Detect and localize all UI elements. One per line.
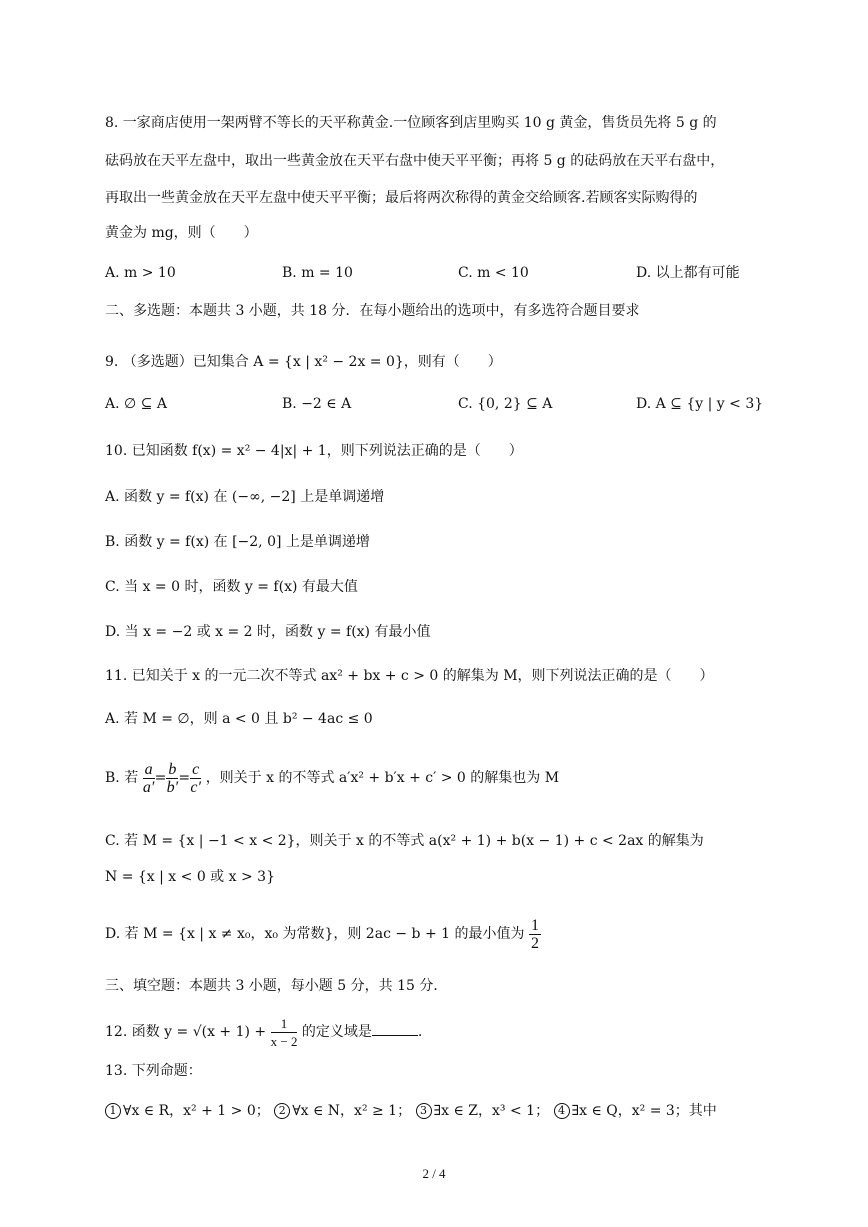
q11-stem: 11. 已知关于 x 的一元二次不等式 ax² + bx + c > 0 的解集为 M，则下列说法正确的是（ ） [105,668,714,684]
section-2-heading: 二、多选题：本题共 3 小题，共 18 分．在每小题给出的选项中，有多选符合题目要求 [105,303,640,319]
q10-stem: 10. 已知函数 f(x) = x² − 4|x| + 1，则下列说法正确的是（ ） [105,443,523,459]
q11-option-c-line-2: N = {x | x < 0 或 x > 3} [105,869,275,885]
numerator: c [192,760,200,778]
q9-option-a: A. ∅ ⊆ A [105,396,167,412]
fraction-b-over-b-prime [166,761,178,796]
answer-blank [372,1021,418,1036]
q12-period: . [417,1024,423,1040]
q12-suffix: 的定义域是 [301,1024,372,1040]
q12-stem [105,1012,768,1052]
q10-option-b: B. 函数 y = f(x) 在 [−2, 0] 上是单调递增 [105,534,370,550]
denominator: a′ [142,778,155,796]
numerator: b [168,760,177,778]
q11-option-c-line-1: C. 若 M = {x | −1 < x < 2}，则关于 x 的不等式 a(x² + 1) + b(x − 1) + c < 2ax 的解集为 [105,833,704,849]
q8-line-1: 8. 一家商店使用一架两臂不等长的天平称黄金.一位顾客到店里购买 10 g 黄金，售货员先将 5 g 的 [105,115,717,131]
circled-number-1: 1 [105,1103,121,1119]
q10-option-c: C. 当 x = 0 时，函数 y = f(x) 有最大值 [105,579,358,595]
denominator: 2 [530,934,539,952]
circled-number-2: 2 [274,1103,290,1119]
q11-option-b-prefix: B. 若 [105,770,139,786]
fraction-a-over-a-prime [143,761,155,796]
q9-option-c: C. {0, 2} ⊆ A [458,396,553,412]
q8-option-a: A. m > 10 [105,265,176,281]
fraction-one-over-x-minus-2 [271,1015,298,1050]
denominator: x − 2 [270,1033,298,1049]
numerator: a [144,760,153,778]
proposition-2: ∀x ∈ N，x² ≥ 1； [292,1103,412,1119]
q8-option-d: D. 以上都有可能 [636,265,740,281]
circled-number-3: 3 [416,1103,432,1119]
q8-line-3: 再取出一些黄金放在天平左盘中使天平平衡；最后将两次称得的黄金交给顾客.若顾客实际购得的 [105,190,698,206]
q10-option-d: D. 当 x = −2 或 x = 2 时，函数 y = f(x) 有最小值 [105,624,431,640]
q10-option-a: A. 函数 y = f(x) 在 (−∞, −2] 上是单调递增 [105,489,385,505]
fraction-one-half [529,917,541,952]
q13-propositions [105,1100,768,1122]
q11-option-d-text: D. 若 M = {x | x ≠ x₀，x₀ 为常数}，则 2ac − b + 1 的最小值为 [105,926,525,942]
q11-option-a: A. 若 M = ∅，则 a < 0 且 b² − 4ac ≤ 0 [105,711,373,727]
q9-option-b: B. −2 ∈ A [282,396,352,412]
proposition-4: ∃x ∈ Q，x² = 3；其中 [571,1103,717,1119]
page-number: 2 / 4 [422,1166,446,1181]
numerator: 1 [530,916,539,934]
q11-option-b-text: ，则关于 x 的不等式 a′x² + b′x + c′ > 0 的解集也为 M [205,770,560,786]
proposition-1: ∀x ∈ R，x² + 1 > 0； [123,1103,270,1119]
fraction-c-over-c-prime [190,761,201,796]
circled-number-4: 4 [554,1103,570,1119]
q13-stem: 13. 下列命题： [105,1063,202,1079]
q12-prefix: 12. 函数 y = √(x + 1) + [105,1024,267,1040]
denominator: b′ [166,778,179,796]
numerator: 1 [271,1015,298,1033]
q11-option-b: B. 若 $\frac{a}{a'}$ = $\frac{b}{b'}$ = $\frac{c}{c'}$ ，则关于 x 的不等式 a′x² + b′x + c′ > 0 的解集也为 M [105,760,560,796]
section-3-heading: 三、填空题：本题共 3 小题，每小题 5 分，共 15 分． [105,978,448,994]
denominator: c′ [190,778,201,796]
q8-option-b: B. m = 10 [282,265,353,281]
q11-option-d [105,912,768,956]
q9-option-d: D. A ⊆ {y | y < 3} [636,396,764,412]
q9-stem: 9. （多选题）已知集合 A = {x | x² − 2x = 0}，则有（ ） [105,354,502,370]
proposition-3: ∃x ∈ Z，x³ < 1； [433,1103,550,1119]
q8-line-4: 黄金为 mg，则（ ） [105,225,258,241]
q8-line-2: 砝码放在天平左盘中，取出一些黄金放在天平右盘中使天平平衡；再将 5 g 的砝码放在天平右盘中， [105,153,725,169]
q8-option-c: C. m < 10 [458,265,529,281]
